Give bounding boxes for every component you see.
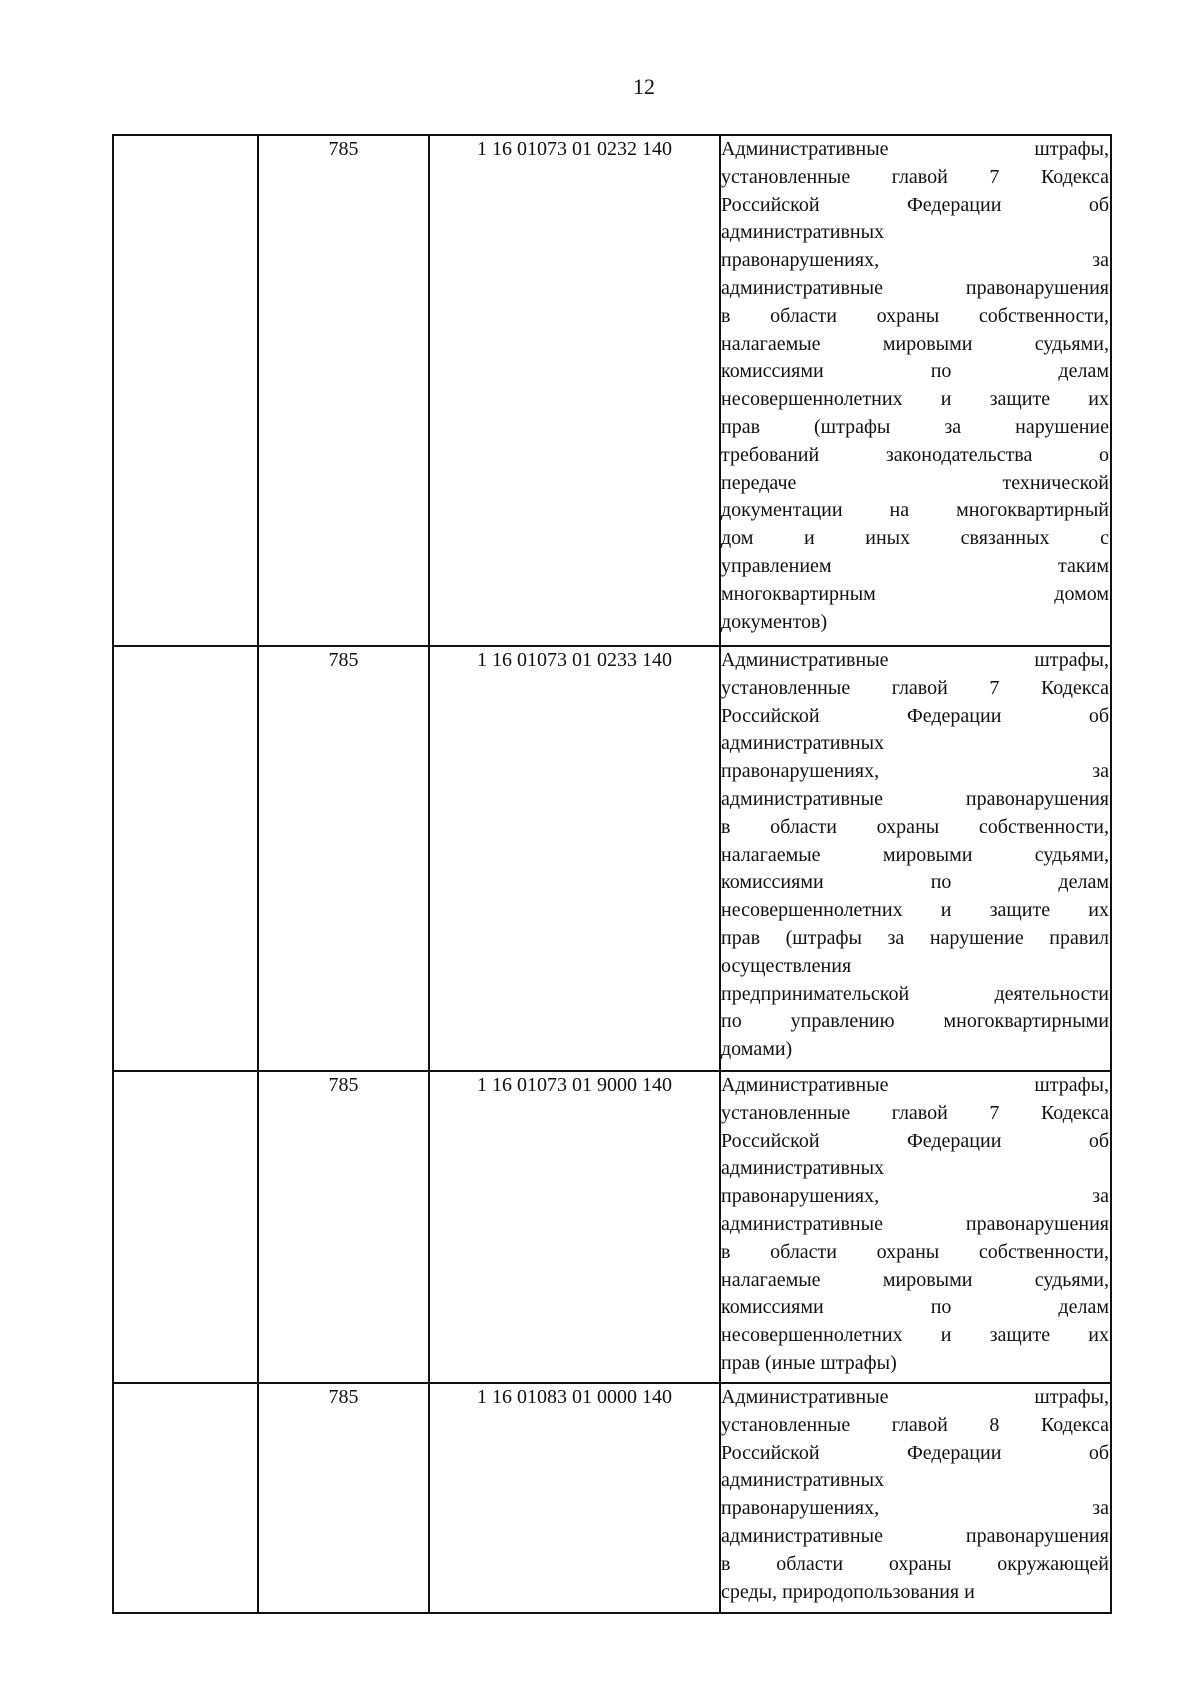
description-line: Российской Федерации об <box>721 1129 1109 1152</box>
description-line: требований законодательства о <box>721 443 1109 466</box>
description-cell <box>720 646 1111 1071</box>
admin-code-cell: 785 <box>258 135 429 646</box>
admin-code-cell: 785 <box>258 646 429 1071</box>
description-cell <box>720 1383 1111 1613</box>
description-line: несовершеннолетних и защите их <box>721 899 1109 922</box>
description-line: несовершеннолетних и защите их <box>721 1324 1109 1347</box>
description-line: дом и иных связанных с <box>721 527 1109 550</box>
description-line: в области охраны собственности, <box>721 304 1109 327</box>
description-line: Административные штрафы, <box>721 138 1109 160</box>
description-line: административных <box>721 1157 885 1180</box>
admin-code-cell: 785 <box>258 1383 429 1613</box>
description-line: среды, природопользования и <box>721 1580 975 1603</box>
description-line: в области охраны собственности, <box>721 1240 1109 1263</box>
description-line: Российской Федерации об <box>721 704 1109 727</box>
description-line: прав (штрафы за нарушение правил <box>721 926 1109 949</box>
description-line: административные правонарушения <box>721 1524 1109 1547</box>
kbk-code-cell: 1 16 01083 01 0000 140 <box>429 1383 720 1613</box>
table-row <box>113 646 1111 1071</box>
description-line: налагаемые мировыми судьями, <box>721 332 1109 355</box>
description-line: налагаемые мировыми судьями, <box>721 1268 1109 1291</box>
description-line: административные правонарушения <box>721 787 1109 810</box>
description-line: Административные штрафы, <box>721 1074 1109 1096</box>
description-line: установленные главой 7 Кодекса <box>721 165 1109 188</box>
description-line: Российской Федерации об <box>721 1441 1109 1464</box>
description-line: административные правонарушения <box>721 276 1109 299</box>
description-line: административных <box>721 221 885 244</box>
description-line: Российской Федерации об <box>721 193 1109 216</box>
description-line: комиссиями по делам <box>721 871 1109 894</box>
description-line: управлением таким <box>721 554 1109 577</box>
description-line: домами) <box>721 1038 793 1061</box>
description-line: правонарушениях, за <box>721 760 1109 783</box>
description-line: в области охраны собственности, <box>721 815 1109 838</box>
budget-classification-table <box>112 134 1112 1614</box>
empty-cell <box>113 135 258 646</box>
page-number: 12 <box>633 74 655 99</box>
description-line: осуществления <box>721 954 852 977</box>
description-line: Административные штрафы, <box>721 1386 1109 1408</box>
description-line: многоквартирным домом <box>721 582 1109 605</box>
empty-cell <box>113 1071 258 1383</box>
description-line: установленные главой 7 Кодекса <box>721 676 1109 699</box>
description-line: правонарушениях, за <box>721 249 1109 272</box>
description-line: установленные главой 7 Кодекса <box>721 1101 1109 1124</box>
kbk-code-cell: 1 16 01073 01 0233 140 <box>429 646 720 1071</box>
description-line: Административные штрафы, <box>721 649 1109 671</box>
admin-code-cell: 785 <box>258 1071 429 1383</box>
description-cell <box>720 135 1111 646</box>
description-line: налагаемые мировыми судьями, <box>721 843 1109 866</box>
description-line: в области охраны окружающей <box>721 1552 1109 1575</box>
description-line: прав (штрафы за нарушение <box>721 415 1109 438</box>
description-line: прав (иные штрафы) <box>721 1351 897 1374</box>
description-line: передаче технической <box>721 471 1109 494</box>
empty-cell <box>113 646 258 1071</box>
description-line: правонарушениях, за <box>721 1497 1109 1520</box>
description-line: документации на многоквартирный <box>721 499 1109 522</box>
kbk-code-cell: 1 16 01073 01 0232 140 <box>429 135 720 646</box>
kbk-code-cell: 1 16 01073 01 9000 140 <box>429 1071 720 1383</box>
description-line: документов) <box>721 610 828 633</box>
empty-cell <box>113 1383 258 1613</box>
description-line: по управлению многоквартирными <box>721 1010 1109 1033</box>
description-cell <box>720 1071 1111 1383</box>
table-row <box>113 135 1111 646</box>
description-line: административные правонарушения <box>721 1212 1109 1235</box>
table-row <box>113 1383 1111 1613</box>
description-line: комиссиями по делам <box>721 360 1109 383</box>
table-row <box>113 1071 1111 1383</box>
description-line: установленные главой 8 Кодекса <box>721 1413 1109 1436</box>
description-line: комиссиями по делам <box>721 1296 1109 1319</box>
description-line: административных <box>721 1469 885 1492</box>
description-line: несовершеннолетних и защите их <box>721 388 1109 411</box>
description-line: административных <box>721 732 885 755</box>
description-line: предпринимательской деятельности <box>721 982 1109 1005</box>
description-line: правонарушениях, за <box>721 1185 1109 1208</box>
